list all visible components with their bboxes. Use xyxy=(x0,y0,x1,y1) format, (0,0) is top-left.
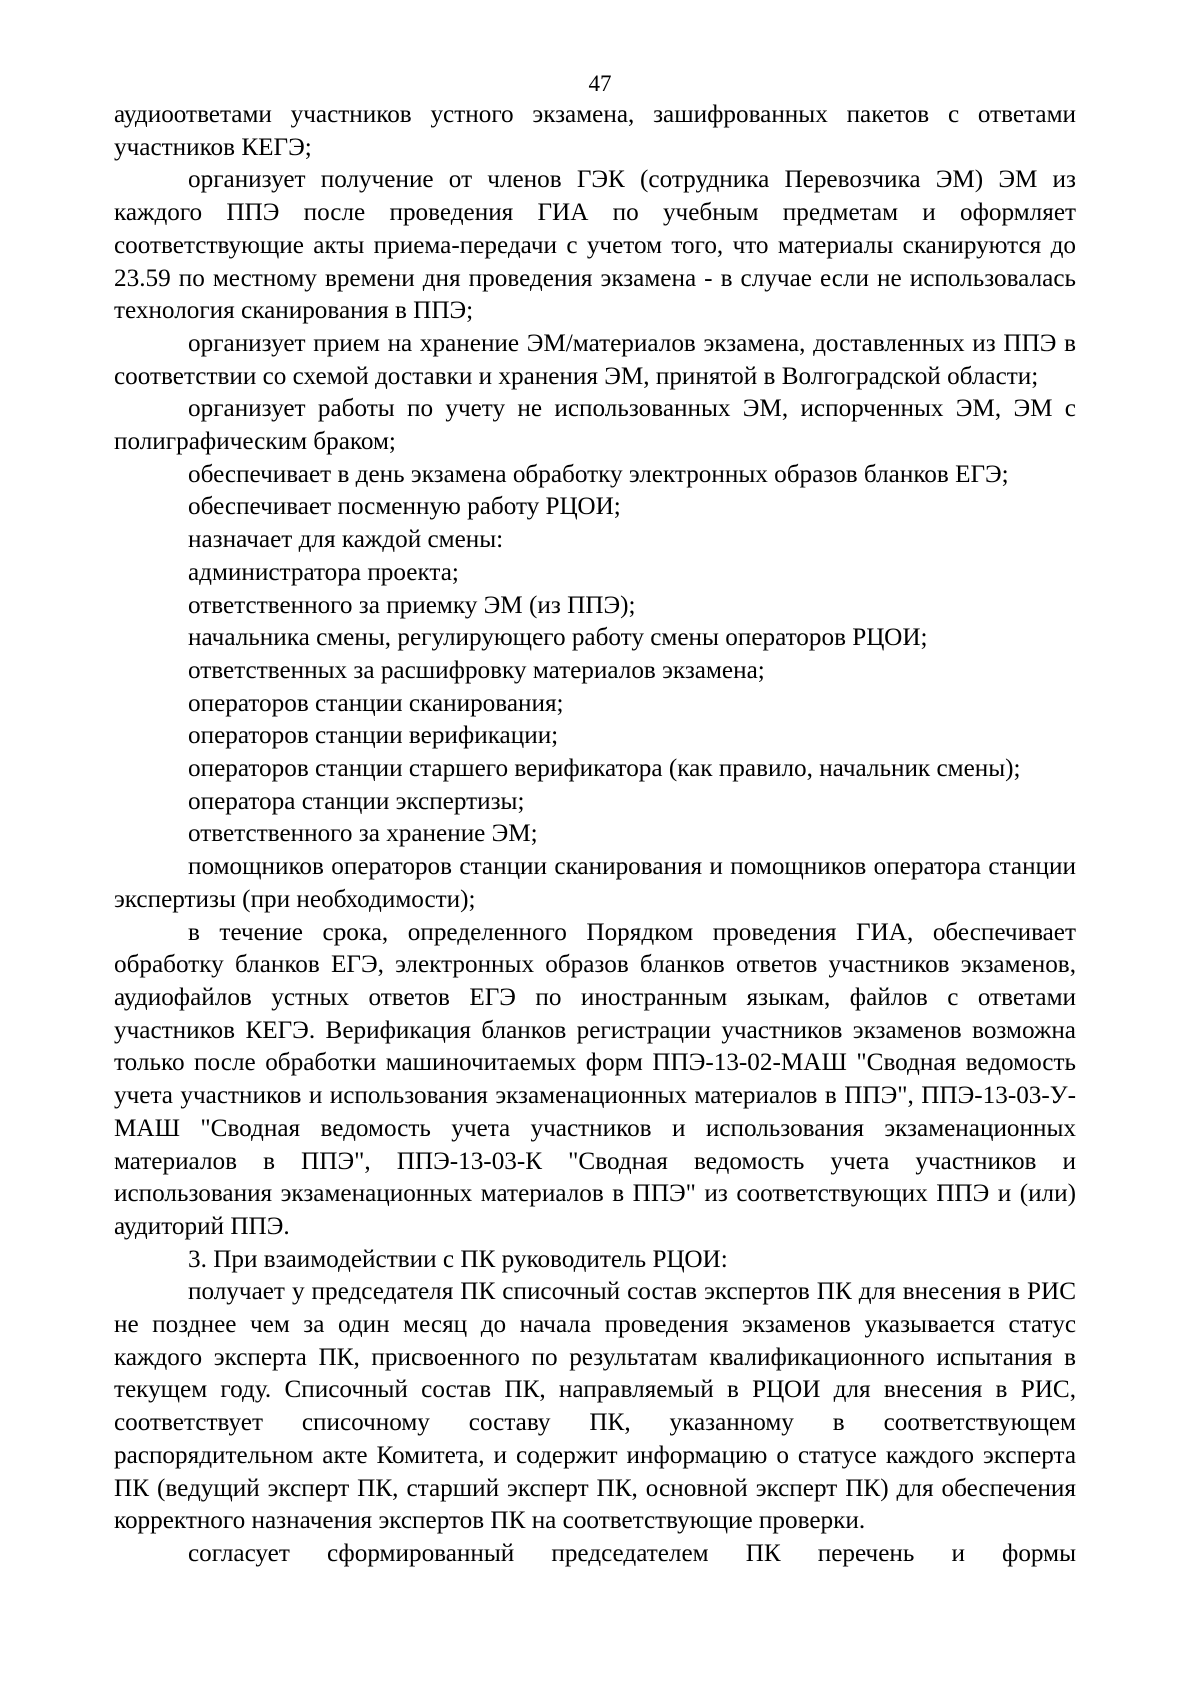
list-item: операторов станции сканирования; xyxy=(188,689,564,717)
list-item: ответственных за расшифровку материалов экзамена; xyxy=(188,656,765,684)
list-item: начальника смены, регулирующего работу смены операторов РЦОИ; xyxy=(188,624,928,652)
list-item: ответственного за хранение ЭМ; xyxy=(188,820,538,848)
paragraph: организует прием на хранение ЭМ/материалов экзамена, доставленных из ППЭ в соответствии со схемой доставки и хранения ЭМ, принятой в Волгоградской области; xyxy=(114,329,1076,390)
paragraph: получает у председателя ПК списочный состав экспертов ПК для внесения в РИС не позднее чем за один месяц до начала проведения экзаменов указывается статус каждого эксперта ПК, присвоенного по результатам квалификационного испытания в текущем году. Списочный состав ПК, направляемый в РЦОИ для внесения в РИС, соответствует списочному составу ПК, указанному в соответствующем распорядительном акте Комитета, и содержит информацию о статусе каждого эксперта ПК (ведущий эксперт ПК, старший эксперт ПК, основной эксперт ПК) для обеспечения корректного назначения экспертов ПК на соответствующие проверки. xyxy=(114,1278,1076,1535)
paragraph: в течение срока, определенного Порядком проведения ГИА, обеспечивает обработку бланков ЕГЭ, электронных образов бланков ответов участников экзаменов, аудиофайлов устных ответов ЕГЭ по иностранным языкам, файлов с ответами участников КЕГЭ. Верификация бланков регистрации участников экзаменов возможна только после обработки машиночитаемых форм ППЭ-13-02-МАШ "Сводная ведомость учета участников и использования экзаменационных материалов в ППЭ", ППЭ-13-03-У-МАШ "Сводная ведомость учета участников и использования экзаменационных материалов в ППЭ", ППЭ-13-03-К "Сводная ведомость учета участников и использования экзаменационных материалов в ППЭ" из соответствующих ППЭ и (или) аудиторий ППЭ. xyxy=(114,918,1076,1240)
page-number: 47 xyxy=(588,71,612,96)
paragraph: организует работы по учету не использованных ЭМ, испорченных ЭМ, ЭМ с полиграфическим браком; xyxy=(114,395,1076,456)
list-item: оператора станции экспертизы; xyxy=(188,787,525,815)
paragraph: обеспечивает посменную работу РЦОИ; xyxy=(188,493,621,521)
list-item: операторов станции верификации; xyxy=(188,722,559,750)
list-item: ответственного за приемку ЭМ (из ППЭ); xyxy=(188,591,636,619)
paragraph: обеспечивает в день экзамена обработку электронных образов бланков ЕГЭ; xyxy=(188,460,1009,488)
list-item: администратора проекта; xyxy=(188,558,459,586)
paragraph: аудиоответами участников устного экзамена, зашифрованных пакетов с ответами участников КЕГЭ; xyxy=(114,101,1076,161)
list-item: операторов станции старшего верификатора (как правило, начальник смены); xyxy=(188,755,1021,783)
paragraph: организует получение от членов ГЭК (сотрудника Перевозчика ЭМ) ЭМ из каждого ППЭ после проведения ГИА по учебным предметам и оформляет соответствующие акты приема-передачи с учетом того, что материалы сканируются до 23.59 по местному времени дня проведения экзамена - в случае если не использовалась технология сканирования в ППЭ; xyxy=(114,166,1076,325)
document-body xyxy=(114,99,1076,1571)
list-item: помощников операторов станции сканирования и помощников оператора станции экспертизы (при необходимости); xyxy=(114,853,1076,913)
paragraph: согласует сформированный председателем ПК перечень и формы xyxy=(188,1539,1076,1567)
section-heading: 3. При взаимодействии с ПК руководитель РЦОИ: xyxy=(188,1245,728,1273)
paragraph: назначает для каждой смены: xyxy=(188,526,504,554)
